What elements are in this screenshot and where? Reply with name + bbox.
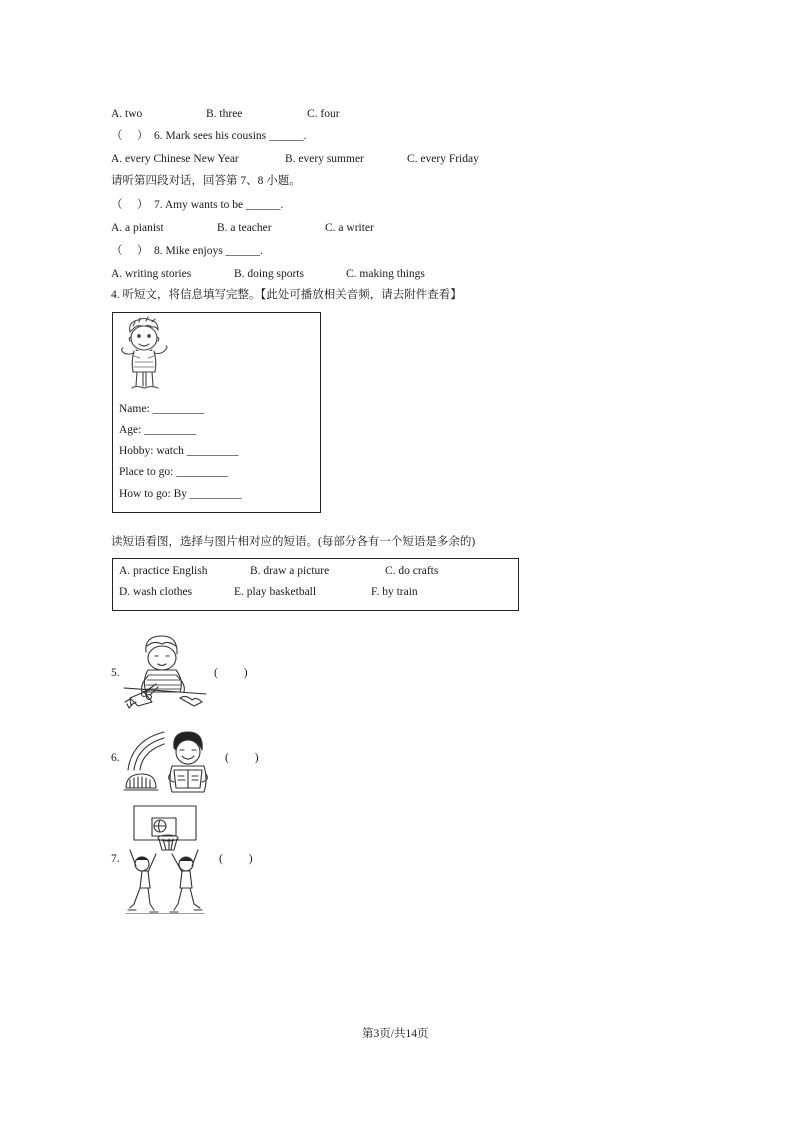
item-number: 5.	[111, 667, 120, 679]
option-b: B. doing sports	[234, 268, 304, 280]
question-6: 6. Mark sees his cousins ______.	[154, 130, 307, 142]
phrase-d: D. wash clothes	[119, 586, 193, 598]
answer-parentheses: （ ）	[111, 245, 149, 257]
option-a: A. writing stories	[111, 268, 192, 280]
answer-parentheses: （ ）	[111, 130, 149, 142]
option-b: B. a teacher	[217, 222, 272, 234]
option-c: C. every Friday	[407, 153, 479, 165]
section-4-title: 4. 听短文，将信息填写完整。【此处可播放相关音频，请去附件查看】	[111, 289, 462, 301]
boy-radio-picture	[122, 726, 210, 796]
option-c: C. four	[307, 108, 340, 120]
phrase-f: F. by train	[371, 586, 418, 598]
option-a: A. every Chinese New Year	[111, 153, 239, 165]
phrase-a: A. practice English	[119, 565, 208, 577]
info-place-field: Place to go: _________	[119, 466, 228, 478]
reading-instruction: 读短语看图，选择与图片相对应的短语。(每部分各有一个短语是多余的)	[111, 536, 476, 548]
answer-parentheses: （ ）	[111, 199, 149, 211]
dialog-instruction: 请听第四段对话，回答第 7、8 小题。	[111, 175, 301, 187]
info-how-field: How to go: By _________	[119, 488, 242, 500]
option-a: A. a pianist	[111, 222, 164, 234]
page-number: 第3页/共14页	[362, 1028, 429, 1040]
answer-parentheses: ( )	[225, 752, 259, 764]
phrase-b: B. draw a picture	[250, 565, 330, 577]
option-b: B. three	[206, 108, 243, 120]
option-c: C. making things	[346, 268, 425, 280]
question-8: 8. Mike enjoys ______.	[154, 245, 263, 257]
question-7: 7. Amy wants to be ______.	[154, 199, 284, 211]
info-age-field: Age: _________	[119, 424, 196, 436]
option-b: B. every summer	[285, 153, 364, 165]
info-name-field: Name: _________	[119, 403, 205, 415]
info-hobby-field: Hobby: watch _________	[119, 445, 239, 457]
basketball-picture	[124, 804, 206, 914]
option-c: C. a writer	[325, 222, 374, 234]
phrase-e: E. play basketball	[234, 586, 317, 598]
boy-figure	[118, 316, 172, 394]
item-number: 6.	[111, 752, 120, 764]
answer-parentheses: ( )	[214, 667, 248, 679]
item-number: 7.	[111, 853, 120, 865]
phrase-c: C. do crafts	[385, 565, 439, 577]
answer-parentheses: ( )	[219, 853, 253, 865]
child-crafts-picture	[122, 632, 208, 712]
option-a: A. two	[111, 108, 143, 120]
